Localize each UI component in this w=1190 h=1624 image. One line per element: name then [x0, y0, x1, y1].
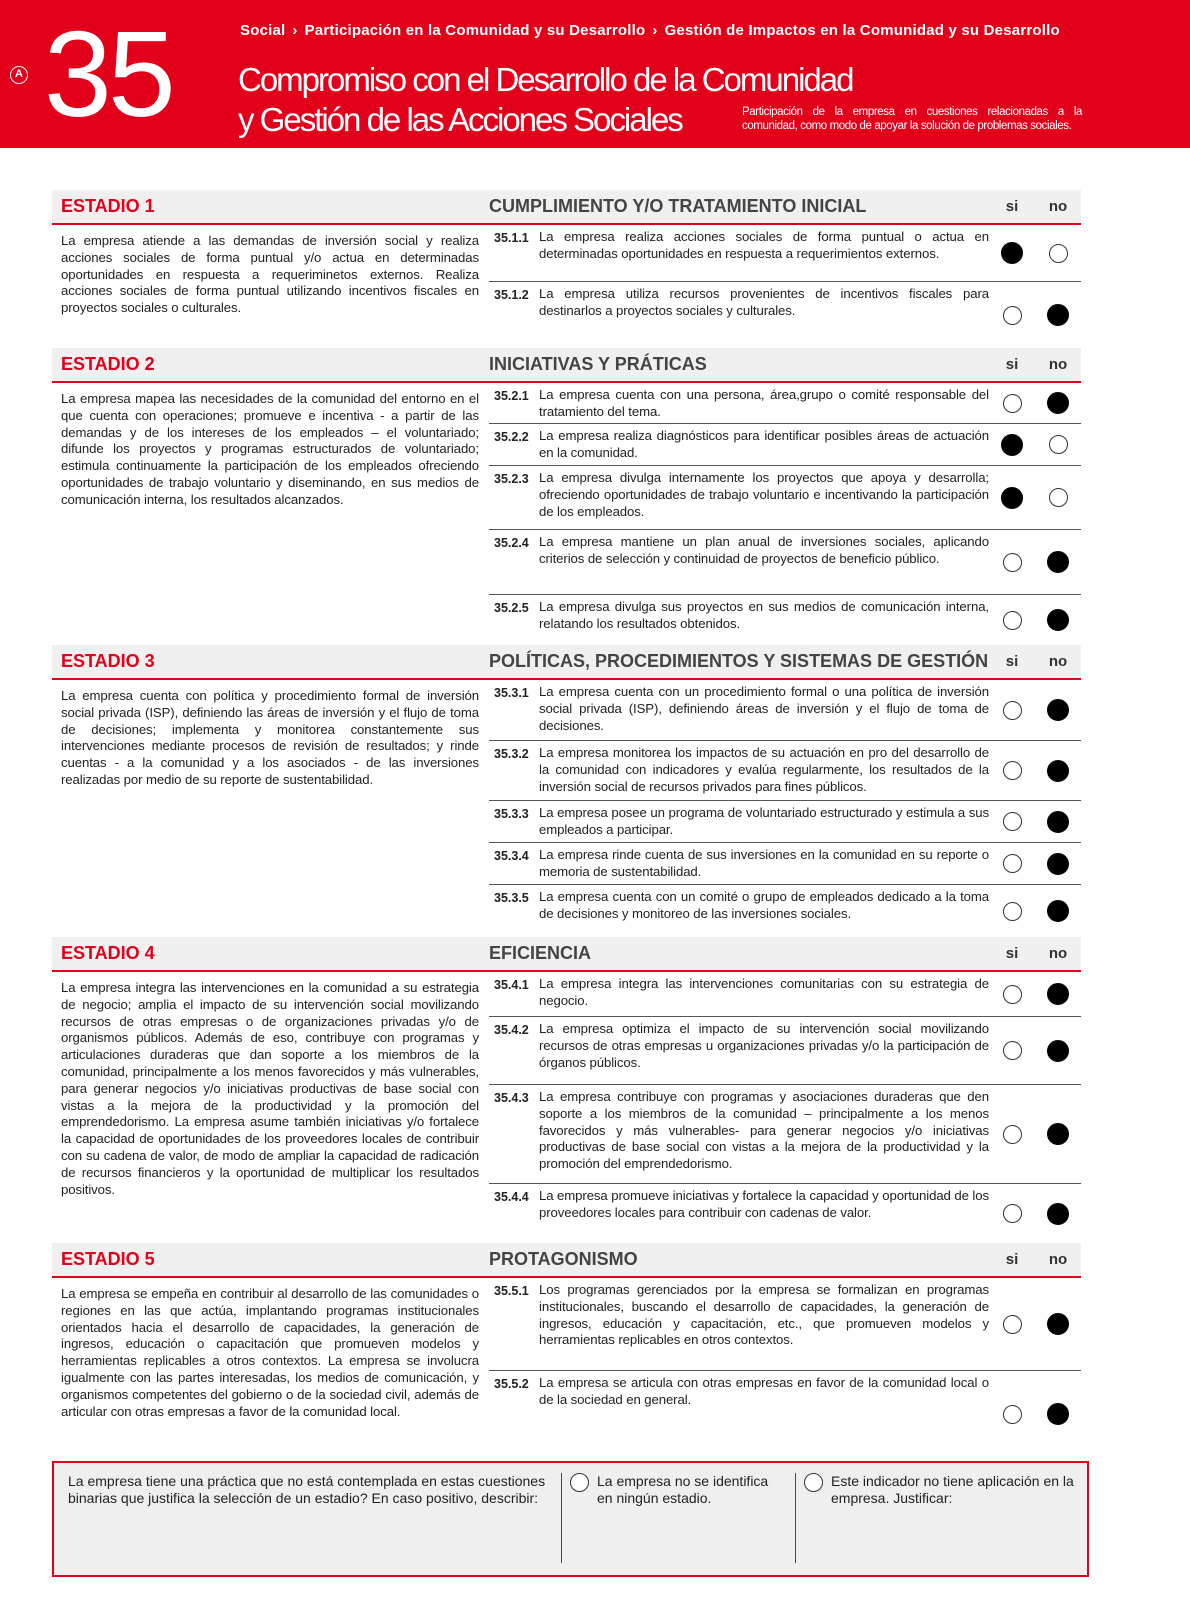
- stage-description: La empresa mapea las necesidades de la comunidad del entorno en el que cuenta con operaciones; promueve e incentiva - a partir de las demandas y de los intereses de los empleados – el voluntariado; difunde los proyectos y programas estructurados de voluntariado; estimula continuamente la participación de los empleados ofreciendo oportunidades de trabajo voluntario y diseminando, en sus medios de comunicación interna, los resultados alcanzados.: [61, 391, 479, 507]
- question-code: 35.2.2: [494, 430, 529, 444]
- column-no: no: [1048, 653, 1068, 670]
- column-no: no: [1048, 198, 1068, 215]
- question-code: 35.4.3: [494, 1091, 529, 1105]
- radio-no[interactable]: [1049, 244, 1068, 263]
- option-label: La empresa no se identifica en ningún estadio.: [597, 1473, 769, 1506]
- radio-si[interactable]: [1003, 306, 1022, 325]
- question-row: [489, 225, 1081, 282]
- radio-si[interactable]: [1003, 394, 1022, 413]
- column-no: no: [1048, 1251, 1068, 1268]
- question-row: [489, 1278, 1081, 1371]
- question-code: 35.1.2: [494, 288, 529, 302]
- question-text: La empresa divulga sus proyectos en sus medios de comunicación interna, relatando los resultados obtenidos.: [539, 599, 989, 631]
- stage-body: [52, 1278, 1081, 1457]
- breadcrumb: [240, 22, 1060, 39]
- radio-no[interactable]: [1047, 304, 1069, 326]
- radio-si[interactable]: [1003, 701, 1022, 720]
- radio-no[interactable]: [1049, 435, 1068, 454]
- question-text: La empresa cuenta con una persona, área,grupo o comité responsable del tratamiento del tema.: [539, 387, 989, 419]
- stage-body: [52, 383, 1081, 645]
- question-text: La empresa utiliza recursos provenientes de incentivos fiscales para destinarlos a proyectos sociales y culturales.: [539, 286, 989, 318]
- radio-no[interactable]: [1047, 392, 1069, 414]
- question-row: [489, 282, 1081, 348]
- option-label: Este indicador no tiene aplicación en la empresa. Justificar:: [831, 1473, 1074, 1506]
- radio-no[interactable]: [1047, 1203, 1069, 1225]
- radio-si[interactable]: [1003, 812, 1022, 831]
- question-code: 35.2.5: [494, 601, 529, 615]
- question-text: La empresa promueve iniciativas y fortalece la capacidad y oportunidad de los proveedores locales para contribuir con cadenas de valor.: [539, 1188, 989, 1220]
- footer-box: [52, 1461, 1089, 1577]
- radio-si[interactable]: [1003, 1405, 1022, 1424]
- indicator-number: 35: [44, 6, 172, 142]
- question-code: 35.5.1: [494, 1284, 529, 1298]
- stage-header: [52, 645, 1081, 680]
- question-text: La empresa divulga internamente los proyectos que apoya y desarrolla; ofreciendo oportunidades de trabajo voluntario e incentivando la participación de los empleados.: [539, 470, 989, 519]
- stage-body: [52, 680, 1081, 937]
- question-text: La empresa optimiza el impacto de su intervención social movilizando recursos de otras empresas u organizaciones privadas y/o la participación de órganos públicos.: [539, 1021, 989, 1070]
- chevron-right-icon: ›: [292, 22, 298, 39]
- question-text: La empresa mantiene un plan anual de inversiones sociales, aplicando criterios de selección y continuidad de proyectos de beneficio público.: [539, 534, 989, 566]
- breadcrumb-item: Social: [240, 22, 286, 39]
- question-row: [489, 1085, 1081, 1184]
- question-text: La empresa monitorea los impactos de su actuación en pro del desarrollo de la comunidad con indicadores y evalúa regularmente, los resultados de la inversión social de recursos privados para fines públicos.: [539, 745, 989, 794]
- question-text: La empresa cuenta con un procedimiento formal o una política de inversión social privada (ISP), definiendo áreas de inversión y el flujo de toma de decisiones.: [539, 684, 989, 733]
- question-text: Los programas gerenciados por la empresa se formalizan en programas institucionales, buscando el desarrollo de capacidades, la generación de ingresos, educación y capacitación, etc., que promueven modelos y herramientas replicables en otros contextos.: [539, 1282, 989, 1348]
- radio-no[interactable]: [1047, 853, 1069, 875]
- stage-title: INICIATIVAS Y PRÁTICAS: [489, 354, 707, 374]
- stage-title: CUMPLIMIENTO Y/O TRATAMIENTO INICIAL: [489, 196, 867, 216]
- radio-no[interactable]: [1047, 1123, 1069, 1145]
- radio-si[interactable]: [1003, 854, 1022, 873]
- question-code: 35.3.3: [494, 807, 529, 821]
- stage-header: [52, 937, 1081, 972]
- stage-label: ESTADIO 3: [61, 651, 155, 671]
- radio-no[interactable]: [1047, 609, 1069, 631]
- radio-si[interactable]: [1003, 902, 1022, 921]
- stage-title: EFICIENCIA: [489, 943, 592, 963]
- column-si: si: [1005, 1251, 1019, 1268]
- question-code: 35.1.1: [494, 231, 529, 245]
- question-row: [489, 741, 1081, 801]
- breadcrumb-item: Gestión de Impactos en la Comunidad y su Desarrollo: [664, 22, 1060, 39]
- question-code: 35.2.3: [494, 472, 529, 486]
- chevron-right-icon: ›: [652, 22, 658, 39]
- question-code: 35.4.1: [494, 978, 529, 992]
- question-row: [489, 1017, 1081, 1085]
- radio-si[interactable]: [1001, 242, 1023, 264]
- radio-si[interactable]: [1003, 553, 1022, 572]
- question-row: [489, 885, 1081, 937]
- radio-no[interactable]: [1047, 811, 1069, 833]
- option-not-applicable[interactable]: [795, 1473, 1087, 1563]
- question-row: [489, 680, 1081, 741]
- question-text: La empresa contribuye con programas y asociaciones duraderas que den soporte a los miembros de la comunidad – principalmente a los menos favorecidos y más vulnerables- para generar negocios y/o iniciativas productivas de base social con vistas a la mejora de la productividad y la promoción del emprendedorismo.: [539, 1089, 989, 1172]
- radio-no[interactable]: [1047, 551, 1069, 573]
- question-code: 35.3.4: [494, 849, 529, 863]
- question-row: [489, 466, 1081, 530]
- radio-no[interactable]: [1047, 983, 1069, 1005]
- question-row: [489, 424, 1081, 466]
- radio-si[interactable]: [1003, 1041, 1022, 1060]
- column-no: no: [1048, 945, 1068, 962]
- page-subtitle: Participación de la empresa en cuestiones relacionadas a la comunidad, como modo de apoyar la solución de problemas sociales.: [742, 106, 1082, 132]
- question-text: La empresa realiza acciones sociales de forma puntual o actua en determinadas oportunidades en respuesta a requerimientos externos.: [539, 229, 989, 261]
- question-text: La empresa rinde cuenta de sus inversiones en la comunidad en su reporte o memoria de sustentabilidad.: [539, 847, 989, 879]
- title-line: y Gestión de las Acciones Sociales: [238, 101, 682, 138]
- radio-no[interactable]: [1047, 1313, 1069, 1335]
- title-line: Compromiso con el Desarrollo de la Comunidad: [238, 61, 853, 98]
- stage-header: [52, 190, 1081, 225]
- radio-si[interactable]: [1003, 761, 1022, 780]
- radio-no[interactable]: [1047, 900, 1069, 922]
- question-text: La empresa cuenta con un comité o grupo de empleados dedicado a la toma de decisiones y monitoreo de las inversiones sociales.: [539, 889, 989, 921]
- stage-body: [52, 225, 1081, 348]
- stage-title: POLÍTICAS, PROCEDIMIENTOS Y SISTEMAS DE GESTIÓN: [489, 651, 989, 671]
- breadcrumb-item: Participación en la Comunidad y su Desarrollo: [304, 22, 646, 39]
- question-code: 35.3.2: [494, 747, 529, 761]
- stage-header: [52, 348, 1081, 383]
- question-row: [489, 530, 1081, 595]
- stage-label: ESTADIO 2: [61, 354, 155, 374]
- question-text: La empresa integra las intervenciones comunitarias con su estrategia de negocio.: [539, 976, 989, 1008]
- question-row: [489, 843, 1081, 885]
- radio-si[interactable]: [1001, 434, 1023, 456]
- question-code: 35.5.2: [494, 1377, 529, 1391]
- question-text: La empresa se articula con otras empresas en favor de la comunidad local o de la sociedad en general.: [539, 1375, 989, 1407]
- question-row: [489, 1371, 1081, 1457]
- radio-no-stage[interactable]: [570, 1473, 589, 1492]
- stage-label: ESTADIO 5: [61, 1249, 155, 1269]
- column-si: si: [1005, 945, 1019, 962]
- column-si: si: [1005, 356, 1019, 373]
- question-text: La empresa posee un programa de voluntariado estructurado y estimula a sus empleados a participar.: [539, 805, 989, 837]
- other-practice-question[interactable]: La empresa tiene una práctica que no está contemplada en estas cuestiones binarias que justifica la selección de un estadio? En caso positivo, describir:: [68, 1473, 546, 1506]
- radio-no[interactable]: [1047, 1040, 1069, 1062]
- column-si: si: [1005, 653, 1019, 670]
- question-code: 35.4.2: [494, 1023, 529, 1037]
- question-row: [489, 383, 1081, 424]
- column-no: no: [1048, 356, 1068, 373]
- option-no-stage[interactable]: [561, 1473, 795, 1563]
- stage-body: [52, 972, 1081, 1243]
- stage-label: ESTADIO 1: [61, 196, 155, 216]
- radio-si[interactable]: [1001, 487, 1023, 509]
- badge-icon: A: [10, 66, 28, 84]
- column-si: si: [1005, 198, 1019, 215]
- question-code: 35.2.1: [494, 389, 529, 403]
- question-code: 35.3.1: [494, 686, 529, 700]
- stage-description: La empresa cuenta con política y procedimiento formal de inversión social privada (ISP), definiendo las áreas de inversión y el flujo de toma de decisiones; implementa y monitorea constantemente sus intervenciones mediante procesos de revisión de resultados; y rinde cuentas - a la comunidad y a los asociados - de las inversiones realizadas por medio de su reporte de sustentabilidad.: [61, 688, 479, 787]
- stages-table: [52, 190, 1081, 1457]
- question-row: [489, 1184, 1081, 1243]
- stage-header: [52, 1243, 1081, 1278]
- question-code: 35.2.4: [494, 536, 529, 550]
- question-text: La empresa realiza diagnósticos para identificar posibles áreas de actuación en la comunidad.: [539, 428, 989, 460]
- radio-no[interactable]: [1047, 760, 1069, 782]
- radio-si[interactable]: [1003, 985, 1022, 1004]
- stage-label: ESTADIO 4: [61, 943, 155, 963]
- radio-no[interactable]: [1047, 1403, 1069, 1425]
- radio-no[interactable]: [1049, 488, 1068, 507]
- question-row: [489, 972, 1081, 1017]
- radio-si[interactable]: [1003, 1315, 1022, 1334]
- radio-si[interactable]: [1003, 611, 1022, 630]
- question-row: [489, 595, 1081, 645]
- stage-description: La empresa atiende a las demandas de inversión social y realiza acciones sociales de forma puntual y/o actua en determinadas oportunidades en respuesta a requeriminetos externos. Realiza acciones sociales de forma puntual utilizando incentivos fiscales en proyectos sociales o culturales.: [61, 233, 479, 316]
- radio-si[interactable]: [1003, 1204, 1022, 1223]
- stage-description: La empresa integra las intervenciones en la comunidad a su estrategia de negocio; amplia el impacto de su intervención social movilizando recursos de otras empresas o de organizaciones privadas y/o de organismos públicos. Además de eso, contribuye con programas y articulaciones duraderas que dan soporte a los miembros de la comunidad, principalmente a los menos favorecidos y más vulnerables, para generar negocios y/o iniciativas productivas de base social con vistas a la mejora de la productividad y la promoción del emprendedorismo. La empresa asume también iniciativas y/o fortalece la capacidad de oportunidades de los proveedores locales de contribuir con su cadena de valor, de modo de ampliar la capacidad de radicación de recursos financieros y la oportunidad de multiplicar los resultados positivos.: [61, 980, 479, 1197]
- radio-si[interactable]: [1003, 1125, 1022, 1144]
- radio-not-applicable[interactable]: [804, 1473, 823, 1492]
- question-code: 35.4.4: [494, 1190, 529, 1204]
- question-code: 35.3.5: [494, 891, 529, 905]
- stage-description: La empresa se empeña en contribuir al desarrollo de las comunidades o regiones en las que actúa, implantando programas institucionales orientados hacia el desarrollo de capacidades, la generación de ingresos, educación o capacitación que promueven modelos y herramientas replicables a otros contextos. La empresa se involucra igualmente con las partes interesadas, los medios de comunicación, y organismos competentes del gobierno o de la sociedad civil, además de articular con otras empresas a favor de la comunidad local.: [61, 1286, 479, 1419]
- stage-title: PROTAGONISMO: [489, 1249, 638, 1269]
- question-row: [489, 801, 1081, 843]
- radio-no[interactable]: [1047, 699, 1069, 721]
- page-header: [0, 0, 1190, 148]
